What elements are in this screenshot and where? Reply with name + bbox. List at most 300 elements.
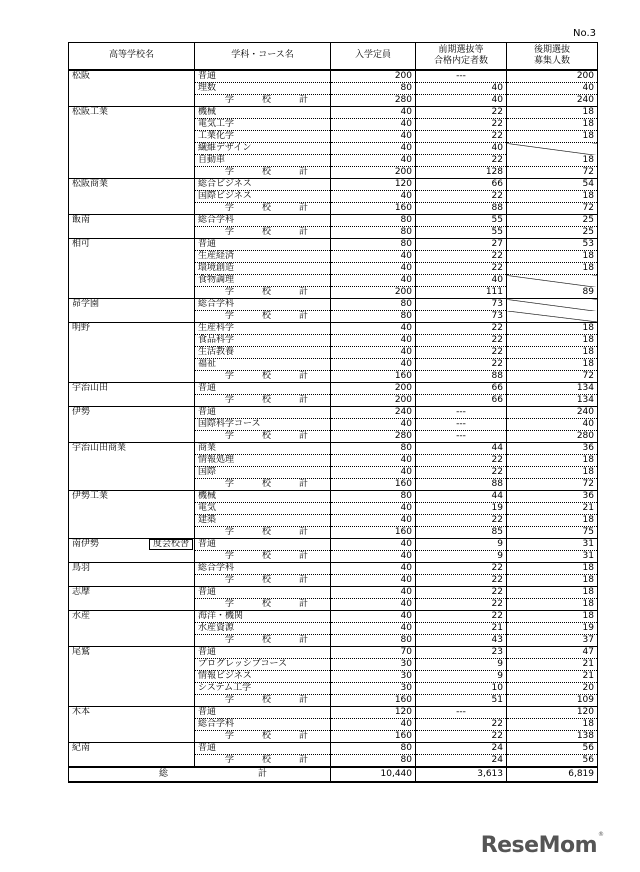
late-cell: 56 <box>507 743 598 755</box>
early-cell: 40 <box>416 95 507 107</box>
course-name: 普通 <box>195 70 331 83</box>
early-cell: 40 <box>416 83 507 95</box>
early-cell: 111 <box>416 287 507 299</box>
capacity-cell: 80 <box>331 491 416 503</box>
capacity-cell: 40 <box>331 107 416 119</box>
school-name: 紀南 <box>72 743 91 753</box>
school-name-wrap <box>72 492 191 538</box>
capacity-cell: 40 <box>331 347 416 359</box>
capacity-cell: 280 <box>331 95 416 107</box>
subtotal-label: 学校計 <box>195 431 331 443</box>
late-cell: 18 <box>507 455 598 467</box>
early-cell: 22 <box>416 263 507 275</box>
table-row <box>69 70 598 83</box>
school-name-cell <box>69 70 195 107</box>
early-cell: 23 <box>416 647 507 659</box>
capacity-cell: 40 <box>331 539 416 551</box>
course-name: 機械 <box>195 491 331 503</box>
school-name-wrap <box>72 708 191 742</box>
school-name: 松阪商業 <box>72 179 109 189</box>
early-cell: 22 <box>416 455 507 467</box>
late-cell <box>507 275 598 287</box>
course-name: プログレッシブコース <box>195 659 331 671</box>
capacity-cell: 40 <box>331 467 416 479</box>
early-cell: 22 <box>416 719 507 731</box>
late-cell: 18 <box>507 119 598 131</box>
early-cell: 128 <box>416 167 507 179</box>
capacity-cell: 40 <box>331 119 416 131</box>
school-name-wrap <box>72 588 191 610</box>
course-name: 生活教養 <box>195 347 331 359</box>
early-cell: --- <box>416 70 507 83</box>
school-name-cell <box>69 707 195 743</box>
course-name: 自動車 <box>195 155 331 167</box>
table-body <box>69 70 598 767</box>
school-name-cell <box>69 179 195 215</box>
capacity-cell: 200 <box>331 383 416 395</box>
school-name-cell <box>69 383 195 407</box>
subtotal-label: 学校計 <box>195 395 331 407</box>
late-cell: 89 <box>507 287 598 299</box>
late-cell: 21 <box>507 671 598 683</box>
early-cell: 22 <box>416 731 507 743</box>
capacity-cell: 40 <box>331 419 416 431</box>
subtotal-label: 学校計 <box>195 203 331 215</box>
early-cell: --- <box>416 407 507 419</box>
early-cell: 24 <box>416 755 507 768</box>
early-cell: 22 <box>416 251 507 263</box>
capacity-cell: 40 <box>331 599 416 611</box>
school-name: 鳥羽 <box>72 563 91 573</box>
course-name: 普通 <box>195 539 331 551</box>
school-name-cell <box>69 299 195 323</box>
early-cell: 22 <box>416 191 507 203</box>
late-cell: 72 <box>507 479 598 491</box>
late-cell: 240 <box>507 95 598 107</box>
course-name: 食品科学 <box>195 335 331 347</box>
early-cell: 24 <box>416 743 507 755</box>
late-cell: 18 <box>507 563 598 575</box>
capacity-cell: 40 <box>331 143 416 155</box>
late-cell: 19 <box>507 623 598 635</box>
header-late <box>507 43 598 71</box>
school-name-cell <box>69 611 195 647</box>
late-cell: 47 <box>507 647 598 659</box>
early-cell: 22 <box>416 563 507 575</box>
early-cell: 22 <box>416 347 507 359</box>
school-name-cell <box>69 107 195 179</box>
capacity-cell: 200 <box>331 167 416 179</box>
late-cell: 18 <box>507 611 598 623</box>
capacity-cell: 40 <box>331 359 416 371</box>
logo-trademark: ® <box>598 831 604 838</box>
late-cell: 240 <box>507 407 598 419</box>
header-late-line2: 募集人数 <box>533 56 570 66</box>
capacity-cell: 160 <box>331 731 416 743</box>
course-name: 普通 <box>195 647 331 659</box>
late-cell: 18 <box>507 335 598 347</box>
late-cell: 25 <box>507 215 598 227</box>
subtotal-label: 学校計 <box>195 227 331 239</box>
late-cell: 18 <box>507 263 598 275</box>
late-cell: 21 <box>507 503 598 515</box>
course-name: 総合学科 <box>195 215 331 227</box>
course-name: 環境創造 <box>195 263 331 275</box>
late-cell: 36 <box>507 443 598 455</box>
early-cell: 55 <box>416 227 507 239</box>
school-name: 南伊勢 <box>72 539 100 549</box>
late-cell: 72 <box>507 371 598 383</box>
capacity-cell: 240 <box>331 407 416 419</box>
header-late-line1: 後期選抜 <box>533 44 570 55</box>
grand-total-label: 総計 <box>69 767 331 782</box>
late-cell <box>507 311 598 323</box>
school-name-wrap <box>72 216 191 238</box>
school-name-cell <box>69 323 195 383</box>
early-cell: 22 <box>416 131 507 143</box>
capacity-cell: 80 <box>331 743 416 755</box>
subtotal-label: 学校計 <box>195 635 331 647</box>
course-name: 電気 <box>195 503 331 515</box>
capacity-cell: 80 <box>331 239 416 251</box>
early-cell: 73 <box>416 299 507 311</box>
grand-total-early: 3,613 <box>416 767 507 782</box>
early-cell: 22 <box>416 599 507 611</box>
table-row <box>69 299 598 311</box>
early-cell: 22 <box>416 107 507 119</box>
late-cell: 75 <box>507 527 598 539</box>
course-name: 普通 <box>195 383 331 395</box>
capacity-cell: 160 <box>331 695 416 707</box>
capacity-cell: 40 <box>331 155 416 167</box>
course-name: 普通 <box>195 743 331 755</box>
late-cell: 72 <box>507 203 598 215</box>
course-name: 国際科学コース <box>195 419 331 431</box>
capacity-cell: 80 <box>331 635 416 647</box>
early-cell: 9 <box>416 671 507 683</box>
subtotal-label: 学校計 <box>195 287 331 299</box>
table-row <box>69 647 598 659</box>
course-name: 生産科学 <box>195 323 331 335</box>
school-name: 伊勢工業 <box>72 491 109 501</box>
early-cell: 27 <box>416 239 507 251</box>
capacity-cell: 30 <box>331 659 416 671</box>
late-cell: 37 <box>507 635 598 647</box>
header-school: 高等学校名 <box>69 43 195 71</box>
campus-label: 度会校舎 <box>149 539 193 550</box>
school-name-cell <box>69 407 195 443</box>
late-cell: 18 <box>507 347 598 359</box>
course-name: 国際ビジネス <box>195 191 331 203</box>
late-cell: 280 <box>507 431 598 443</box>
course-name: 機械 <box>195 107 331 119</box>
school-name-wrap <box>72 384 191 406</box>
late-cell: 18 <box>507 251 598 263</box>
school-name-wrap <box>72 108 191 178</box>
page-number: No.3 <box>573 28 596 39</box>
early-cell: 40 <box>416 275 507 287</box>
late-cell: 18 <box>507 155 598 167</box>
early-cell: 22 <box>416 587 507 599</box>
course-name: 食物調理 <box>195 275 331 287</box>
late-cell: 200 <box>507 70 598 83</box>
course-name: 普通 <box>195 407 331 419</box>
school-name-cell <box>69 215 195 239</box>
late-cell: 18 <box>507 131 598 143</box>
capacity-cell: 40 <box>331 275 416 287</box>
school-name: 尾鷲 <box>72 647 91 657</box>
course-name: 繊維デザイン <box>195 143 331 155</box>
capacity-cell: 80 <box>331 215 416 227</box>
early-cell: 21 <box>416 623 507 635</box>
late-cell: 53 <box>507 239 598 251</box>
table-row <box>69 407 598 419</box>
capacity-cell: 280 <box>331 431 416 443</box>
capacity-cell: 40 <box>331 263 416 275</box>
late-cell: 36 <box>507 491 598 503</box>
capacity-cell: 40 <box>331 323 416 335</box>
school-name: 松阪工業 <box>72 107 109 117</box>
subtotal-label: 学校計 <box>195 167 331 179</box>
school-name-wrap <box>72 300 191 322</box>
logo-text: ReseMom <box>480 833 597 858</box>
early-cell: 88 <box>416 203 507 215</box>
subtotal-label: 学校計 <box>195 599 331 611</box>
early-cell: 40 <box>416 143 507 155</box>
capacity-cell: 80 <box>331 83 416 95</box>
early-cell: 66 <box>416 383 507 395</box>
school-name-cell <box>69 443 195 491</box>
early-cell: 22 <box>416 359 507 371</box>
early-cell: 9 <box>416 551 507 563</box>
grand-total-row <box>69 767 598 782</box>
early-cell: 66 <box>416 179 507 191</box>
early-cell: 22 <box>416 611 507 623</box>
school-name-wrap <box>72 444 191 490</box>
late-cell: 40 <box>507 83 598 95</box>
resemom-logo <box>481 831 604 858</box>
early-cell: --- <box>416 419 507 431</box>
capacity-cell: 40 <box>331 131 416 143</box>
late-cell: 109 <box>507 695 598 707</box>
late-cell <box>507 143 598 155</box>
grand-total-capacity: 10,440 <box>331 767 416 782</box>
early-cell: 22 <box>416 119 507 131</box>
table-row <box>69 611 598 623</box>
course-name: 普通 <box>195 239 331 251</box>
course-name: 水産資源 <box>195 623 331 635</box>
capacity-cell: 80 <box>331 299 416 311</box>
late-cell: 20 <box>507 683 598 695</box>
school-name: 宇治山田商業 <box>72 443 127 453</box>
early-cell: 22 <box>416 515 507 527</box>
capacity-cell: 120 <box>331 707 416 719</box>
capacity-cell: 80 <box>331 311 416 323</box>
school-name-wrap <box>72 540 191 562</box>
early-cell: 43 <box>416 635 507 647</box>
early-cell: 22 <box>416 575 507 587</box>
subtotal-label: 学校計 <box>195 527 331 539</box>
capacity-cell: 40 <box>331 551 416 563</box>
late-cell: 31 <box>507 551 598 563</box>
capacity-cell: 160 <box>331 203 416 215</box>
early-cell: 88 <box>416 479 507 491</box>
subtotal-label: 学校計 <box>195 371 331 383</box>
table-row <box>69 707 598 719</box>
late-cell: 18 <box>507 515 598 527</box>
early-cell: 22 <box>416 335 507 347</box>
early-cell: 10 <box>416 683 507 695</box>
course-name: 商業 <box>195 443 331 455</box>
capacity-cell: 40 <box>331 719 416 731</box>
early-cell: --- <box>416 707 507 719</box>
school-name-wrap <box>72 744 191 766</box>
school-name-wrap <box>72 72 191 106</box>
course-name: 普通 <box>195 707 331 719</box>
school-name-cell <box>69 491 195 539</box>
early-cell: 22 <box>416 467 507 479</box>
table-row <box>69 215 598 227</box>
course-name: 総合学科 <box>195 299 331 311</box>
capacity-cell: 70 <box>331 647 416 659</box>
capacity-cell: 160 <box>331 479 416 491</box>
table-row <box>69 383 598 395</box>
table-row <box>69 539 598 551</box>
school-name-cell <box>69 539 195 563</box>
course-name: 福祉 <box>195 359 331 371</box>
subtotal-label: 学校計 <box>195 551 331 563</box>
late-cell: 138 <box>507 731 598 743</box>
table-row <box>69 443 598 455</box>
early-cell: 22 <box>416 323 507 335</box>
school-name-wrap <box>72 612 191 646</box>
capacity-cell: 160 <box>331 371 416 383</box>
late-cell: 18 <box>507 467 598 479</box>
subtotal-label: 学校計 <box>195 695 331 707</box>
late-cell: 21 <box>507 659 598 671</box>
late-cell: 18 <box>507 107 598 119</box>
early-cell: 19 <box>416 503 507 515</box>
capacity-cell: 40 <box>331 611 416 623</box>
school-name-cell <box>69 587 195 611</box>
capacity-cell: 160 <box>331 527 416 539</box>
capacity-cell: 40 <box>331 563 416 575</box>
early-cell: 44 <box>416 443 507 455</box>
course-name: 総合学科 <box>195 719 331 731</box>
capacity-cell: 40 <box>331 191 416 203</box>
capacity-cell: 40 <box>331 515 416 527</box>
course-name: 海洋・機関 <box>195 611 331 623</box>
early-cell: 9 <box>416 659 507 671</box>
capacity-cell: 200 <box>331 395 416 407</box>
grand-total-late: 6,819 <box>507 767 598 782</box>
course-name: 電気工学 <box>195 119 331 131</box>
course-name: 情報ビジネス <box>195 671 331 683</box>
late-cell: 18 <box>507 191 598 203</box>
course-name: 理数 <box>195 83 331 95</box>
course-name: システム工学 <box>195 683 331 695</box>
header-early <box>416 43 507 71</box>
late-cell: 25 <box>507 227 598 239</box>
course-name: 総合ビジネス <box>195 179 331 191</box>
early-cell: 44 <box>416 491 507 503</box>
subtotal-label: 学校計 <box>195 311 331 323</box>
school-name: 松阪 <box>72 71 91 81</box>
school-name: 志摩 <box>72 587 91 597</box>
capacity-cell: 40 <box>331 623 416 635</box>
subtotal-label: 学校計 <box>195 95 331 107</box>
capacity-cell: 80 <box>331 755 416 768</box>
school-name-cell <box>69 647 195 707</box>
late-cell: 134 <box>507 383 598 395</box>
course-name: 普通 <box>195 587 331 599</box>
school-name-cell <box>69 563 195 587</box>
school-name: 昴学園 <box>72 299 100 309</box>
capacity-cell: 40 <box>331 251 416 263</box>
early-cell: 66 <box>416 395 507 407</box>
header-capacity: 入学定員 <box>331 43 416 71</box>
table-row <box>69 323 598 335</box>
school-name-wrap <box>72 408 191 442</box>
early-cell: 55 <box>416 215 507 227</box>
school-name: 水産 <box>72 611 91 621</box>
late-cell: 18 <box>507 599 598 611</box>
school-name-wrap <box>72 564 191 586</box>
capacity-cell: 120 <box>331 179 416 191</box>
late-cell: 40 <box>507 419 598 431</box>
course-name: 工業化学 <box>195 131 331 143</box>
early-cell: --- <box>416 431 507 443</box>
late-cell: 18 <box>507 575 598 587</box>
subtotal-label: 学校計 <box>195 575 331 587</box>
capacity-cell: 40 <box>331 575 416 587</box>
school-name: 木本 <box>72 707 91 717</box>
school-name-wrap <box>72 180 191 214</box>
late-cell: 54 <box>507 179 598 191</box>
early-cell: 73 <box>416 311 507 323</box>
header-early-line1: 前期選抜等 <box>438 44 484 55</box>
capacity-cell: 40 <box>331 587 416 599</box>
table-row <box>69 587 598 599</box>
table-row <box>69 491 598 503</box>
course-name: 総合学科 <box>195 563 331 575</box>
early-cell: 51 <box>416 695 507 707</box>
course-name: 情報処理 <box>195 455 331 467</box>
table-row <box>69 107 598 119</box>
late-cell: 18 <box>507 359 598 371</box>
subtotal-label: 学校計 <box>195 731 331 743</box>
subtotal-label: 学校計 <box>195 479 331 491</box>
early-cell: 22 <box>416 155 507 167</box>
capacity-cell: 40 <box>331 455 416 467</box>
header-early-line2: 合格内定者数 <box>433 56 488 66</box>
course-name: 国際 <box>195 467 331 479</box>
capacity-cell: 40 <box>331 503 416 515</box>
course-name: 建築 <box>195 515 331 527</box>
table-row <box>69 239 598 251</box>
school-name: 飯南 <box>72 215 91 225</box>
course-name: 生産経済 <box>195 251 331 263</box>
late-cell: 120 <box>507 707 598 719</box>
capacity-cell: 30 <box>331 671 416 683</box>
early-cell: 85 <box>416 527 507 539</box>
school-name-wrap <box>72 240 191 298</box>
early-cell: 9 <box>416 539 507 551</box>
capacity-cell: 200 <box>331 70 416 83</box>
capacity-cell: 40 <box>331 335 416 347</box>
table-row <box>69 743 598 755</box>
early-cell: 88 <box>416 371 507 383</box>
